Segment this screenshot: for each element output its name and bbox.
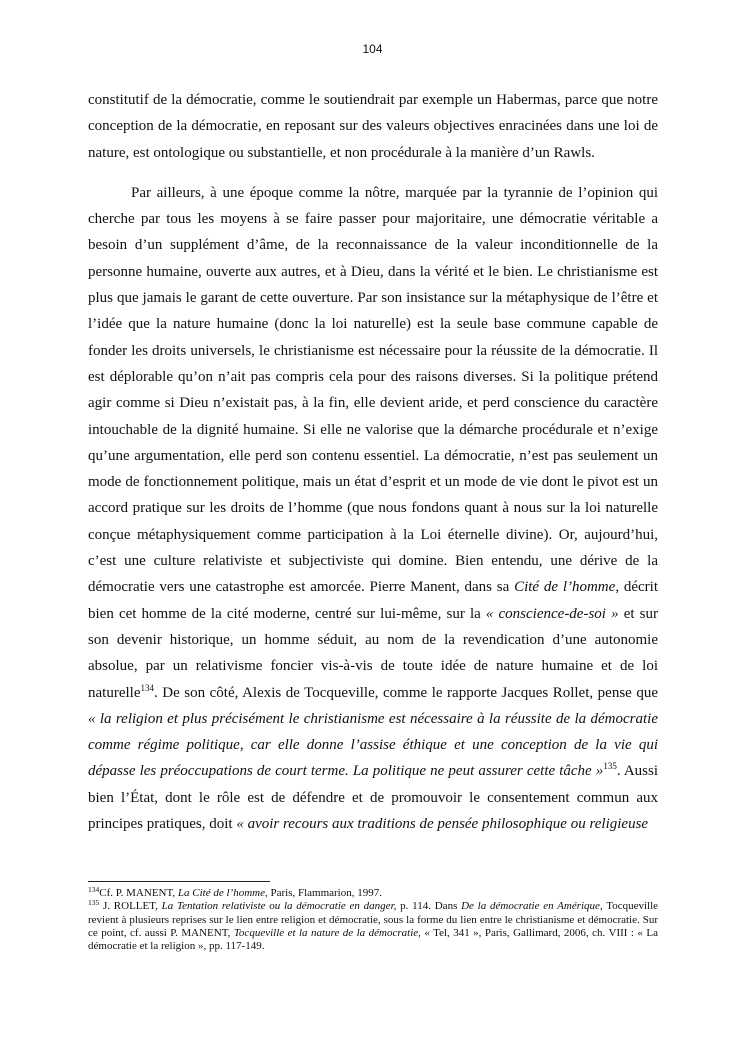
footnote-number: 134	[88, 885, 100, 894]
paragraph-2-text-e: et sur son devenir historique, un homme séduit, au nom de la revendication d’une autonomie absolue, par un relativisme foncier vis-à-vis de toute idée de nature humaine et de loi naturelle	[88, 605, 658, 701]
quote-conscience-de-soi: « conscience-de-soi »	[485, 605, 619, 622]
footnote-text: , Tocqueville revient à plusieurs reprises sur le lien entre religion et démocratie, sous la forme du lien entre le christianisme et démocratie. Sur ce point, cf. aussi P. MANENT,	[88, 900, 659, 939]
paragraph-1: constitutif de la démocratie, comme le soutiendrait par exemple un Habermas, parce que notre conception de la démocratie, en reposant sur des valeurs objectives enracinées dans une loi de nature, est ontologique ou substantielle, et non procédurale à la manière d’un Rawls.	[88, 92, 658, 161]
paragraph-2-text-f: . De son côté, Alexis de Tocqueville, comme le rapporte Jacques Rollet, pense que	[153, 684, 658, 701]
footnote-book-title: Tocqueville et la nature de la démocratie,	[233, 926, 421, 939]
footnote-text: , Paris, Flammarion, 1997.	[264, 887, 382, 899]
footnotes	[88, 887, 658, 953]
paragraph-2-text-h: . Aussi bien l’État, dont le rôle est de défendre et de promouvoir le consentement commun aux principes pratiques, doit	[88, 763, 658, 833]
body-text	[88, 87, 658, 837]
footnote-ref-135[interactable]: 135	[603, 761, 617, 772]
footnote-book-title: De la démocratie en Amérique	[461, 900, 600, 913]
page-number: 104	[362, 42, 383, 56]
footnote-text: Cf. P. MANENT,	[99, 887, 178, 899]
paragraph-2-text-a: Par ailleurs, à une époque comme la nôtre, marquée par la tyrannie de l’opinion qui cherche par tous les moyens à se faire passer pour majoritaire, une démocratie véritable a besoin d’un supplément d’âme, de la reconnaissance de la valeur inconditionnelle de la personne humaine, ouverte aux autres, et à Dieu, dans la vérité et le bien. Le christianisme est plus que jamais le garant de cette ouverture. Par son insistance sur la métaphysique de l’être et l’idée que la nature humaine (donc la loi naturelle) est la seule base commune capable de fonder les droits universels, le christianisme est nécessaire pour la réussite de la démocratie. Il est déplorable qu’on n’ait pas compris cela pour des raisons diverses. Si la politique prétend agir comme si Dieu n’existait pas, à la fin, elle devient aride, et perd conscience du caractère intouchable de la dignité humaine. Si elle ne valorise que la démarche procédurale et n’exige qu’une argumentation, elle perd son contenu essentiel. La démocratie, n’est pas seulement un mode de fonctionnement politique, mais un état d’esprit et un mode de vie dont le pivot est un accord pratique sur les droits de l’homme (que nous fondons quant à nous sur la loi naturelle conçue métaphysiquement comme participation à la Loi éternelle divine). Or, aujourd’hui, c’est une culture relativiste et subjectiviste qui domine. Bien entendu, une dérive de la démocratie vers une catastrophe est amorcée. Pierre Manent, dans sa	[88, 184, 658, 596]
book-title-cite-de-l-homme: Cité de l’homme	[514, 579, 616, 596]
quote-traditions: « avoir recours aux traditions de pensée philosophique ou religieuse	[236, 816, 649, 833]
footnote-separator	[88, 881, 270, 882]
footnote-number: 135	[88, 898, 100, 908]
footnote-134	[88, 887, 658, 900]
quote-tocqueville: « la religion et plus précisément le christianisme est nécessaire à la réussite de la démocratie comme régime politique, car elle donne l’assise éthique et une conception de la vie qui dépasse les préoccupations de court terme. La politique ne peut assurer cette tâche »	[88, 710, 658, 780]
footnote-book-title: La Cité de l’homme	[177, 887, 265, 899]
footnote-text: p. 114. Dans	[396, 900, 462, 913]
footnote-135	[88, 900, 658, 953]
footnote-text: J. ROLLET,	[99, 900, 162, 913]
footnote-text: « Tel, 341 », Paris, Gallimard, 2006, ch. VIII : « La démocratie et la religion », pp. 117-149.	[88, 926, 658, 953]
footnote-book-title: La Tentation relativiste ou la démocratie en danger,	[161, 900, 397, 913]
footnote-ref-134[interactable]: 134	[140, 682, 154, 693]
paragraph-2-text-c: , décrit bien cet homme de la cité moderne, centré sur lui-même, sur la	[88, 579, 658, 622]
paragraph-2	[88, 180, 658, 837]
